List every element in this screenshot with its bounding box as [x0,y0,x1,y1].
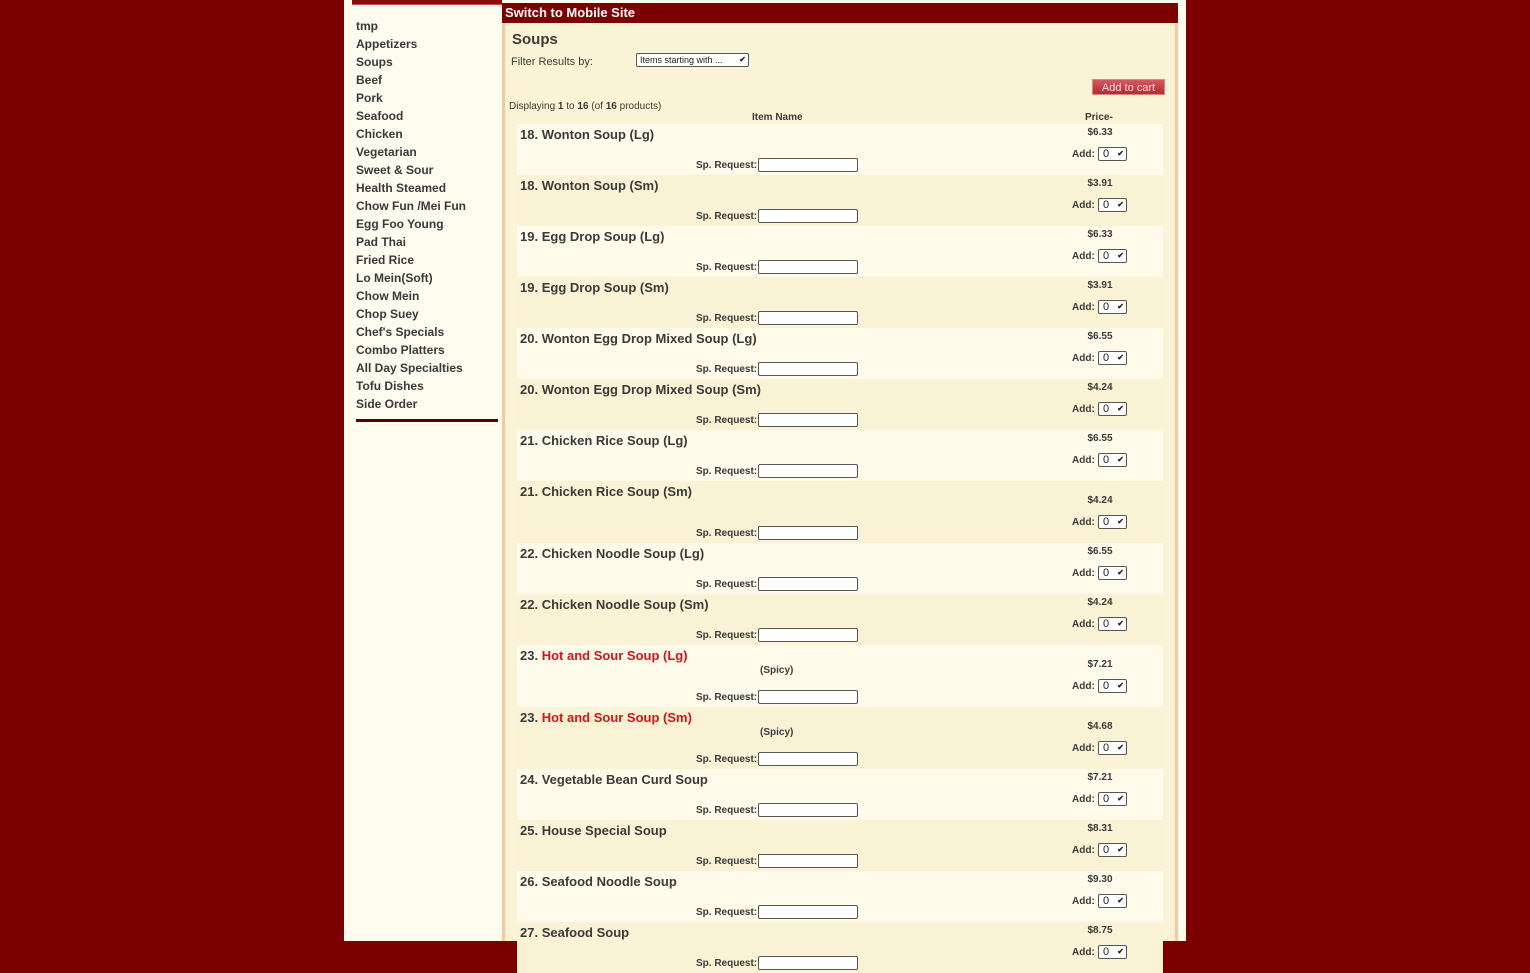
product-number: 21. [520,484,539,499]
column-header-item-name: Item Name [752,112,803,123]
column-header-price: Price- [1085,112,1113,123]
quantity-value: 0 [1103,301,1110,313]
table-row [517,769,1163,820]
add-label: Add: [1072,353,1095,364]
spicy-label: (Spicy) [760,665,794,676]
add-label: Add: [1072,568,1095,579]
add-label: Add: [1072,896,1095,907]
product-number: 21. [520,433,539,448]
table-row [517,543,1163,594]
sp-request-input[interactable] [758,526,858,540]
table-row [517,481,1163,543]
table-row [517,594,1163,645]
sidebar-item-tmp[interactable]: tmp [356,19,378,33]
quantity-value: 0 [1103,793,1110,805]
table-row [517,226,1163,277]
sidebar-top-bar [352,0,502,5]
quantity-select[interactable] [1098,453,1127,467]
sidebar-item-side-order[interactable]: Side Order [356,397,418,411]
filter-select-value: Items starting with ... [640,55,723,65]
quantity-value: 0 [1103,352,1110,364]
chevron-down-icon: ✔ [1117,200,1124,209]
page-container [344,0,1186,969]
sidebar-item-chefs-specials[interactable]: Chef's Specials [356,325,445,339]
spicy-label: (Spicy) [760,727,794,738]
product-name[interactable] [520,710,692,725]
sp-request-input[interactable] [758,158,858,172]
product-title: Vegetable Bean Curd Soup [541,772,708,787]
quantity-value: 0 [1103,403,1110,415]
product-title: Hot and Sour Soup (Sm) [541,710,692,725]
product-price: $6.33 [1087,229,1113,240]
table-row [517,820,1163,871]
add-label: Add: [1072,794,1095,805]
product-title: Wonton Soup (Sm) [541,178,659,193]
add-label: Add: [1072,743,1095,754]
product-price: $8.75 [1087,925,1113,936]
quantity-value: 0 [1103,946,1110,958]
sidebar-item-chow-fun[interactable]: Chow Fun /Mei Fun [356,199,466,213]
filter-select[interactable] [636,53,749,67]
product-number: 18. [520,178,539,193]
product-number: 22. [520,597,539,612]
product-title: House Special Soup [541,823,667,838]
sidebar-item-beef[interactable]: Beef [356,73,383,87]
product-name[interactable] [520,823,667,838]
sidebar-item-vegetarian[interactable]: Vegetarian [356,145,417,159]
add-label: Add: [1072,619,1095,630]
chevron-down-icon: ✔ [1117,517,1124,526]
chevron-down-icon: ✔ [1117,404,1124,413]
product-price: $7.21 [1087,659,1113,670]
product-name[interactable] [520,546,704,561]
table-row [517,871,1163,922]
product-number: 24. [520,772,539,787]
sp-request-input[interactable] [758,628,858,642]
sp-request-label: Sp. Request: [696,211,758,222]
chevron-down-icon: ✔ [1117,947,1124,956]
add-label: Add: [1072,251,1095,262]
product-title: Wonton Egg Drop Mixed Soup (Lg) [541,331,757,346]
quantity-select[interactable] [1098,300,1127,314]
sidebar-item-appetizers[interactable]: Appetizers [356,37,418,51]
product-price: $3.91 [1087,280,1113,291]
product-price: $9.30 [1087,874,1113,885]
table-row [517,645,1163,707]
chevron-down-icon: ✔ [1117,568,1124,577]
quantity-select[interactable] [1098,945,1127,959]
product-name[interactable] [520,648,688,663]
product-name[interactable] [520,229,664,244]
sidebar-divider [356,419,498,422]
results-suffix: products) [619,101,662,112]
product-price: $8.31 [1087,823,1113,834]
table-row [517,277,1163,328]
product-title: Wonton Egg Drop Mixed Soup (Sm) [541,382,761,397]
sidebar-item-pork[interactable]: Pork [356,91,383,105]
quantity-value: 0 [1103,618,1110,630]
add-label: Add: [1072,149,1095,160]
sp-request-label: Sp. Request: [696,754,758,765]
sp-request-input[interactable] [758,905,858,919]
quantity-value: 0 [1103,895,1110,907]
sp-request-label: Sp. Request: [696,805,758,816]
results-of: (of [591,101,603,112]
product-name[interactable] [520,772,708,787]
quantity-select[interactable] [1098,249,1127,263]
sp-request-input[interactable] [758,956,858,970]
product-price: $7.21 [1087,772,1113,783]
product-number: 26. [520,874,539,889]
sp-request-label: Sp. Request: [696,630,758,641]
page-title: Soups [512,31,558,48]
chevron-down-icon: ✔ [1117,302,1124,311]
product-title: Chicken Noodle Soup (Lg) [541,546,705,561]
add-label: Add: [1072,455,1095,466]
add-label: Add: [1072,947,1095,958]
sidebar-item-lo-mein[interactable]: Lo Mein(Soft) [356,271,433,285]
product-name[interactable] [520,874,677,889]
quantity-select[interactable] [1098,402,1127,416]
chevron-down-icon: ✔ [1117,619,1124,628]
product-number: 23. [520,648,539,663]
add-label: Add: [1072,302,1095,313]
chevron-down-icon: ✔ [1117,794,1124,803]
sp-request-input[interactable] [758,752,858,766]
table-row [517,707,1163,769]
filter-label: Filter Results by: [511,56,593,68]
product-title: Seafood Noodle Soup [541,874,677,889]
sidebar-item-sweet-sour[interactable]: Sweet & Sour [356,163,434,177]
sp-request-input[interactable] [758,803,858,817]
add-label: Add: [1072,404,1095,415]
sidebar-item-chow-mein[interactable]: Chow Mein [356,289,420,303]
product-price: $4.24 [1087,382,1113,393]
sp-request-input[interactable] [758,690,858,704]
table-row [517,175,1163,226]
product-name[interactable] [520,597,709,612]
product-number: 20. [520,382,539,397]
product-price: $6.55 [1087,546,1113,557]
sidebar-item-chicken[interactable]: Chicken [356,127,403,141]
product-price: $4.24 [1087,495,1113,506]
quantity-value: 0 [1103,680,1110,692]
product-number: 20. [520,331,539,346]
mobile-site-link[interactable]: Switch to Mobile Site [502,3,1178,23]
product-price: $4.24 [1087,597,1113,608]
product-number: 23. [520,710,539,725]
product-price: $6.33 [1087,127,1113,138]
quantity-value: 0 [1103,250,1110,262]
product-number: 19. [520,280,539,295]
product-title: Chicken Rice Soup (Lg) [541,433,688,448]
sidebar-item-all-day-specialties[interactable]: All Day Specialties [356,361,463,375]
sp-request-label: Sp. Request: [696,692,758,703]
sidebar-item-egg-foo-young[interactable]: Egg Foo Young [356,217,444,231]
product-name[interactable] [520,331,757,346]
table-row [517,328,1163,379]
sp-request-input[interactable] [758,209,858,223]
quantity-value: 0 [1103,454,1110,466]
product-price: $4.68 [1087,721,1113,732]
chevron-down-icon: ✔ [1117,149,1124,158]
product-title: Egg Drop Soup (Sm) [541,280,669,295]
table-row [517,922,1163,973]
add-to-cart-button[interactable]: Add to cart [1092,79,1165,95]
quantity-select[interactable] [1098,843,1127,857]
product-name[interactable] [520,280,669,295]
chevron-down-icon: ✔ [739,55,746,64]
quantity-select[interactable] [1098,894,1127,908]
product-number: 27. [520,925,539,940]
product-name[interactable] [520,127,654,142]
product-name[interactable] [520,484,692,499]
product-number: 25. [520,823,539,838]
product-price: $3.91 [1087,178,1113,189]
sidebar-item-pad-thai[interactable]: Pad Thai [356,235,407,249]
quantity-value: 0 [1103,567,1110,579]
sp-request-input[interactable] [758,413,858,427]
sidebar-item-health-steamed[interactable]: Health Steamed [356,181,447,195]
quantity-value: 0 [1103,199,1110,211]
product-name[interactable] [520,382,761,397]
product-name[interactable] [520,433,688,448]
add-label: Add: [1072,517,1095,528]
sidebar-item-soups[interactable]: Soups [356,55,393,69]
quantity-value: 0 [1103,148,1110,160]
chevron-down-icon: ✔ [1117,845,1124,854]
sp-request-label: Sp. Request: [696,160,758,171]
quantity-select[interactable] [1098,679,1127,693]
table-row [517,124,1163,175]
quantity-select[interactable] [1098,792,1127,806]
chevron-down-icon: ✔ [1117,353,1124,362]
table-row [517,379,1163,430]
sp-request-label: Sp. Request: [696,415,758,426]
sp-request-input[interactable] [758,362,858,376]
sp-request-label: Sp. Request: [696,528,758,539]
category-sidebar [356,17,498,422]
sp-request-label: Sp. Request: [696,579,758,590]
sp-request-label: Sp. Request: [696,313,758,324]
add-label: Add: [1072,200,1095,211]
quantity-select[interactable] [1098,741,1127,755]
sp-request-label: Sp. Request: [696,856,758,867]
sp-request-input[interactable] [758,854,858,868]
chevron-down-icon: ✔ [1117,251,1124,260]
product-title: Hot and Sour Soup (Lg) [541,648,688,663]
sp-request-label: Sp. Request: [696,364,758,375]
results-total: 16 [605,101,617,112]
quantity-select[interactable] [1098,566,1127,580]
add-label: Add: [1072,845,1095,856]
sp-request-input[interactable] [758,577,858,591]
table-row [517,430,1163,481]
quantity-value: 0 [1103,844,1110,856]
results-to: 16 [577,101,589,112]
product-number: 18. [520,127,539,142]
sp-request-input[interactable] [758,260,858,274]
product-title: Egg Drop Soup (Lg) [541,229,665,244]
product-title: Seafood Soup [541,925,630,940]
product-title: Chicken Noodle Soup (Sm) [541,597,709,612]
sidebar-item-chop-suey[interactable]: Chop Suey [356,307,419,321]
results-count [509,101,661,112]
product-listing [502,23,1178,969]
chevron-down-icon: ✔ [1117,681,1124,690]
chevron-down-icon: ✔ [1117,896,1124,905]
sidebar-item-fried-rice[interactable]: Fried Rice [356,253,415,267]
chevron-down-icon: ✔ [1117,743,1124,752]
sp-request-label: Sp. Request: [696,958,758,969]
quantity-select[interactable] [1098,515,1127,529]
product-title: Chicken Rice Soup (Sm) [541,484,692,499]
product-name[interactable] [520,178,658,193]
add-label: Add: [1072,681,1095,692]
results-prefix: Displaying [509,101,556,112]
product-title: Wonton Soup (Lg) [541,127,655,142]
sp-request-input[interactable] [758,311,858,325]
quantity-select[interactable] [1098,351,1127,365]
quantity-select[interactable] [1098,198,1127,212]
quantity-select[interactable] [1098,617,1127,631]
sp-request-label: Sp. Request: [696,907,758,918]
product-price: $6.55 [1087,331,1113,342]
sidebar-item-tofu-dishes[interactable]: Tofu Dishes [356,379,424,393]
quantity-select[interactable] [1098,147,1127,161]
product-number: 22. [520,546,539,561]
sidebar-item-seafood[interactable]: Seafood [356,109,404,123]
sp-request-input[interactable] [758,464,858,478]
product-number: 19. [520,229,539,244]
chevron-down-icon: ✔ [1117,455,1124,464]
product-rows [517,124,1163,973]
product-price: $6.55 [1087,433,1113,444]
results-from: 1 [557,101,564,112]
results-to-word: to [566,101,575,112]
sidebar-item-combo-platters[interactable]: Combo Platters [356,343,445,357]
quantity-value: 0 [1103,516,1110,528]
sp-request-label: Sp. Request: [696,262,758,273]
sp-request-label: Sp. Request: [696,466,758,477]
product-name[interactable] [520,925,629,940]
quantity-value: 0 [1103,742,1110,754]
